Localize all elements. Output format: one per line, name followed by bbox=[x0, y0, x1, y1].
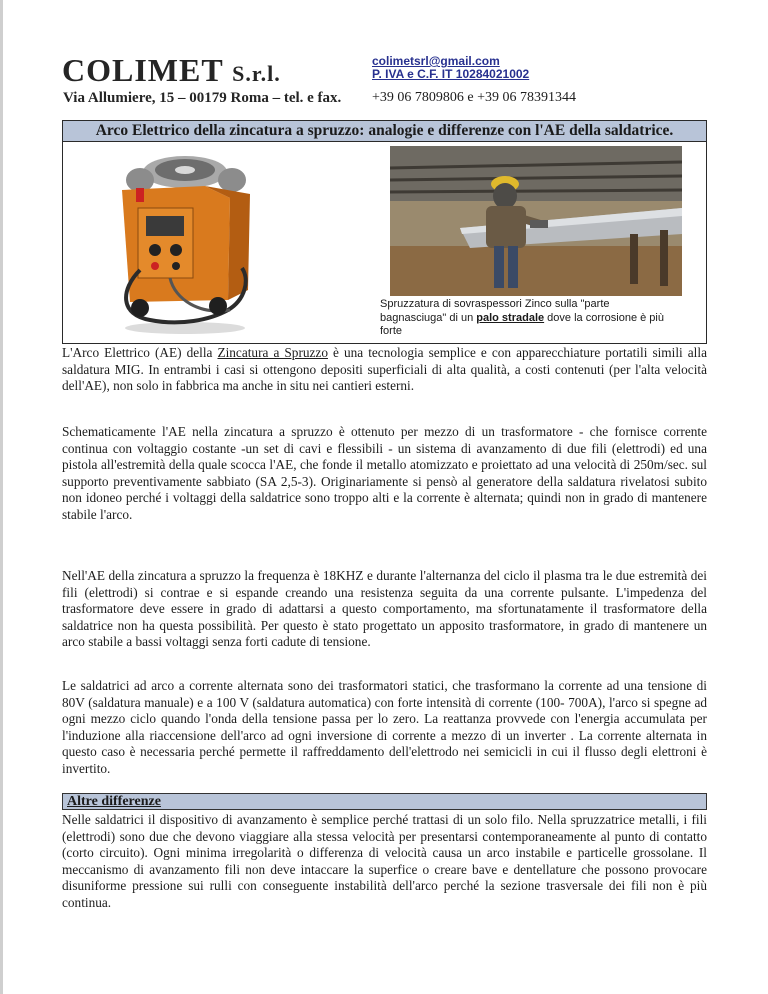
paragraph-ac-welders: Le saldatrici ad arco a corrente alternata sono dei trasformatori statici, che trasformano la corrente ad una tensione di 80V (saldatura manuale) e a 100 V (saldatura automatica) con forte intensità di corrente (100- 700A), l'arco si spegne ad ogni mezzo ciclo quando l'onda della tensione passa per lo zero. La reattanza provvede con l'energia accumulata per l'induzione alla riaccensione dell'arco ad ogni inversione di corrente a mezzo di un inverter . La corrente alternata in questo caso è necessaria perché permette il raffreddamento dell'elettrodo nei semicicli in cui il flusso degli elettroni è invertito. bbox=[62, 678, 707, 776]
company-name bbox=[62, 52, 281, 89]
section-heading-text: Altre differenze bbox=[67, 794, 161, 809]
paragraph-frequency: Nell'AE della zincatura a spruzzo la frequenza è 18KHZ e durante l'alternanza del ciclo il plasma tra le due estremità dei fili (elettrodi) si contrae e si espande creando una resistenza seguita da una corrente pulsante. L'impedenza del trasformatore deve essere in grado di adattarsi a questo comportamento, ma sfortunatamente il trasformatore della saldatrice non ha questa possibilità. Per questo è stato progettato un apposito trasformatore, in grado di mantenere un arco stabile a bassi voltaggi senza forti cadute di tensione. bbox=[62, 568, 707, 649]
phone-numbers: +39 06 7809806 e +39 06 78391344 bbox=[372, 90, 577, 105]
email-link[interactable]: colimetsrl@gmail.com bbox=[372, 54, 500, 68]
paragraph-intro-start: L'Arco Elettrico (AE) della bbox=[62, 345, 218, 360]
page-edge bbox=[0, 0, 3, 994]
paragraph-feeding: Nelle saldatrici il dispositivo di avanzamento è semplice perché trattasi di un solo filo. Nella spruzzatrice metalli, i fili (elettrodi) sono due che devono viaggiare alla stessa velocità per presentarsi contemporaneamente al punto di contatto (corto circuito). Ogni minima irregolarità o differenza di velocità causa un arco instabile e particelle grossolane. Il meccanismo di avanzamento fili non deve intaccare la superfice o creare bave e dentellature che possono provocare disuniforme pressione sui rulli con conseguente instabilità dell'arco perché la sezione trasversale dei fili non è più continua. bbox=[62, 812, 707, 910]
paragraph-schema: Schematicamente l'AE nella zincatura a spruzzo è ottenuto per mezzo di un trasformatore - che fornisce corrente continua con voltaggio costante -un set di cavi e flessibili - un sistema di avanzamento di due fili (elettrodi) ed una pistola all'estremità della quale scocca l'AE, che fonde il metallo atomizzato e proiettato ad una velocità di 250m/sec. sul supporto preventivamente sabbiato (SA 2,5-3). Originariamente si pensò al generatore della saldatura rivelatosi subito non idoneo perché i voltaggi della saldatrice sono troppo alti e la corrente è alternata; quindi non in grado di mantenere stabile l'arco. bbox=[62, 424, 707, 522]
paragraph-intro bbox=[62, 345, 707, 395]
section-heading-altre-differenze bbox=[62, 793, 707, 810]
caption-text-end: dove la corrosione è più forte bbox=[380, 311, 664, 337]
caption-text-start: Spruzzatura di sovraspessori Zinco sulla "parte bagnasciuga" di un bbox=[380, 298, 610, 324]
vat-number[interactable]: P. IVA e C.F. IT 10284021002 bbox=[372, 67, 530, 81]
caption-link-palo-stradale[interactable]: palo stradale bbox=[476, 311, 545, 324]
document-title: Arco Elettrico della zincatura a spruzzo: analogie e differenze con l'AE della saldatrice. bbox=[62, 120, 707, 142]
photo-caption bbox=[380, 298, 675, 339]
spray-site-photo bbox=[390, 146, 682, 296]
company-name-text: COLIMET bbox=[62, 52, 224, 88]
paragraph-intro-end: è una tecnologia semplice e con apparecchiature portatili simili alla saldatura MIG. In entrambi i casi si ottengono depositi superficiali di alta qualità, a costi contenuti (per l'alta velocità dell'AE), non solo in fabbrica ma anche in situ nei cantieri esterni. bbox=[62, 345, 707, 393]
company-address: Via Allumiere, 15 – 00179 Roma – tel. e fax. bbox=[63, 90, 342, 106]
spray-machine-photo bbox=[110, 150, 260, 335]
company-suffix: S.r.l. bbox=[232, 61, 281, 86]
contact-block bbox=[372, 55, 529, 81]
zincatura-link[interactable]: Zincatura a Spruzzo bbox=[217, 345, 328, 360]
